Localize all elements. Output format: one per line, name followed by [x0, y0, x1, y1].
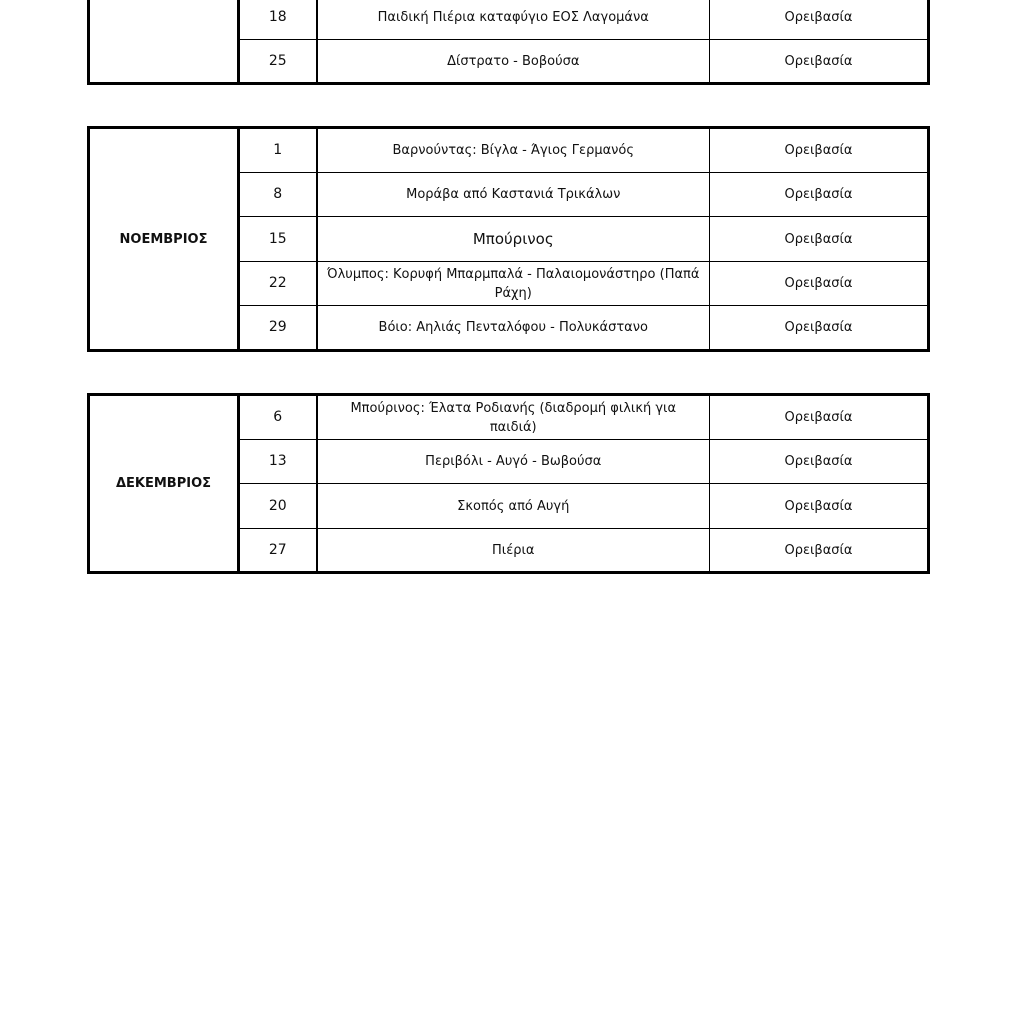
activity-cell: Ορειβασία	[710, 529, 929, 573]
day-cell: 8	[239, 173, 317, 217]
table-row	[89, 128, 929, 173]
activity-cell: Ορειβασία	[710, 395, 929, 440]
month-cell	[89, 0, 239, 84]
day-cell: 25	[239, 40, 317, 84]
route-cell: Βαρνούντας: Βίγλα - Άγιος Γερμανός	[317, 128, 710, 173]
november-schedule-table	[87, 126, 930, 352]
day-cell: 20	[239, 484, 317, 529]
activity-cell: Ορειβασία	[710, 217, 929, 262]
table-row	[89, 0, 929, 40]
day-cell: 15	[239, 217, 317, 262]
activity-cell: Ορειβασία	[710, 40, 929, 84]
day-cell: 18	[239, 0, 317, 40]
day-cell: 27	[239, 529, 317, 573]
route-cell: Όλυμπος: Κορυφή Μπαρμπαλά - Παλαιομονάστηρο (Παπά Ράχη)	[317, 262, 710, 306]
day-cell: 29	[239, 306, 317, 351]
day-cell: 1	[239, 128, 317, 173]
route-cell: Βόιο: Αηλιάς Πενταλόφου - Πολυκάστανο	[317, 306, 710, 351]
route-cell: Μπούρινος: Έλατα Ροδιανής (διαδρομή φιλική για παιδιά)	[317, 395, 710, 440]
route-cell: Μπούρινος	[317, 217, 710, 262]
table-row	[89, 395, 929, 440]
day-cell: 22	[239, 262, 317, 306]
route-cell: Σκοπός από Αυγή	[317, 484, 710, 529]
activity-cell: Ορειβασία	[710, 484, 929, 529]
day-cell: 13	[239, 440, 317, 484]
activity-cell: Ορειβασία	[710, 0, 929, 40]
route-cell: Μοράβα από Καστανιά Τρικάλων	[317, 173, 710, 217]
december-schedule-table	[87, 393, 930, 574]
activity-cell: Ορειβασία	[710, 440, 929, 484]
activity-cell: Ορειβασία	[710, 262, 929, 306]
activity-cell: Ορειβασία	[710, 306, 929, 351]
route-cell: Δίστρατο - Βοβούσα	[317, 40, 710, 84]
route-cell: Περιβόλι - Αυγό - Βωβούσα	[317, 440, 710, 484]
october-schedule-table	[87, 0, 930, 85]
month-cell: ΝΟΕΜΒΡΙΟΣ	[89, 128, 239, 351]
month-cell: ΔΕΚΕΜΒΡΙΟΣ	[89, 395, 239, 573]
day-cell: 6	[239, 395, 317, 440]
route-cell: Πιέρια	[317, 529, 710, 573]
activity-cell: Ορειβασία	[710, 128, 929, 173]
activity-cell: Ορειβασία	[710, 173, 929, 217]
route-cell: Παιδική Πιέρια καταφύγιο ΕΟΣ Λαγομάνα	[317, 0, 710, 40]
